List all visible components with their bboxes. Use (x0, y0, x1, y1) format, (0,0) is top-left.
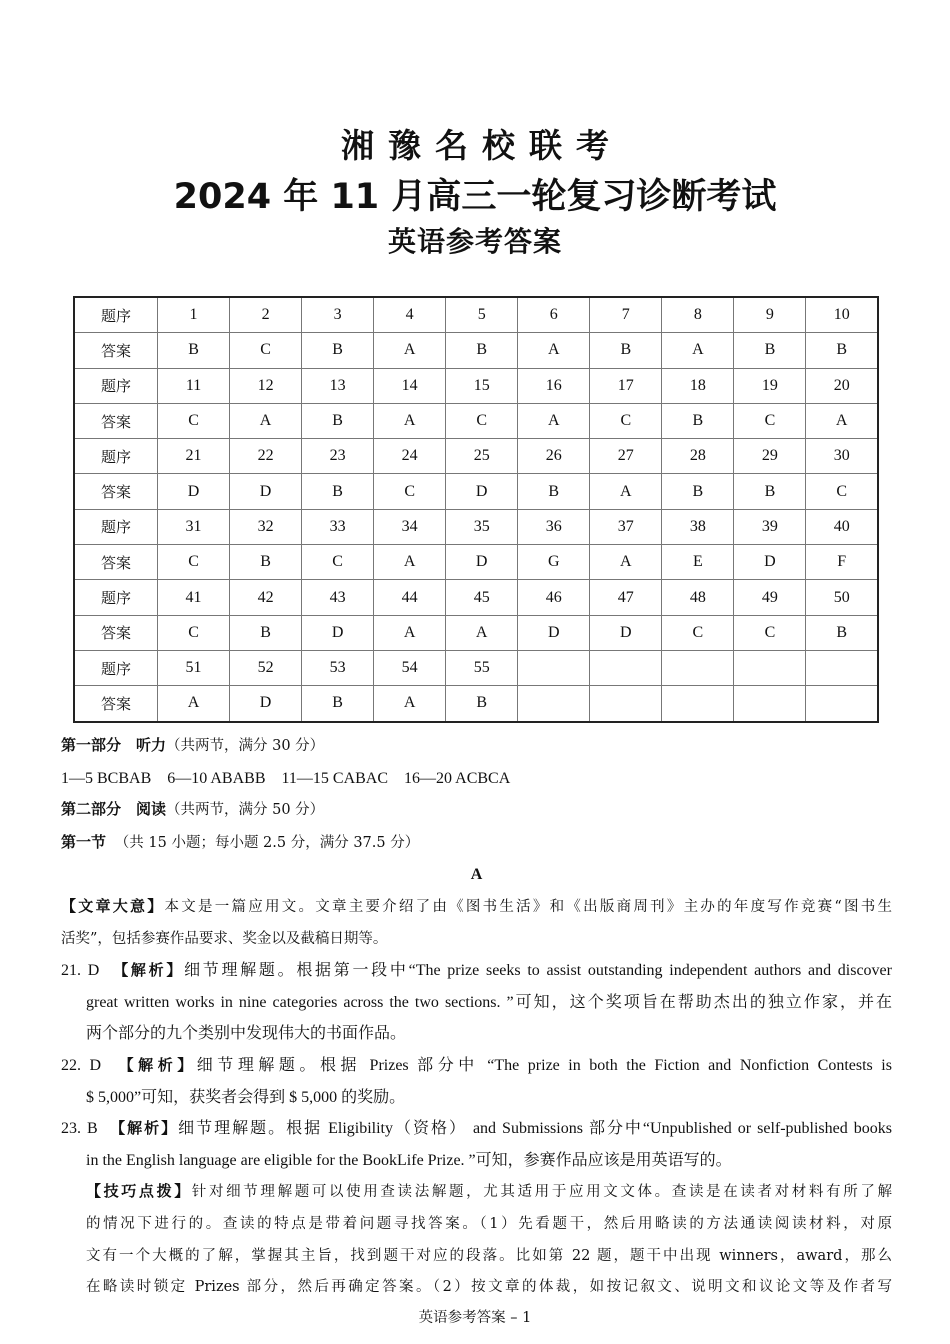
question-number-cell: 29 (734, 439, 806, 474)
answer-cell (734, 686, 806, 722)
q21-line-1: 21. D 【解析】细节理解题。根据第一段中“The prize seeks to assist outstanding independent authors and discover (61, 961, 892, 980)
answer-cell: A (230, 403, 302, 438)
answer-cell: A (518, 403, 590, 438)
row-label-number: 题序 (74, 650, 158, 685)
answer-cell: B (230, 615, 302, 650)
question-number-cell: 16 (518, 368, 590, 403)
answer-cell: B (302, 474, 374, 509)
question-number-cell: 40 (806, 509, 878, 544)
question-number-cell: 31 (158, 509, 230, 544)
answer-table (73, 296, 879, 723)
question-number-cell: 6 (518, 297, 590, 333)
question-number-cell: 12 (230, 368, 302, 403)
answer-cell: A (374, 615, 446, 650)
answer-cell: A (518, 333, 590, 368)
answer-cell: B (734, 333, 806, 368)
answer-cell: A (806, 403, 878, 438)
tips-line-3: 文有一个大概的了解，掌握其主旨，找到题干对应的段落。比如第 22 题，题干中出现 winners，award，那么 (86, 1247, 892, 1264)
question-number-row (74, 509, 878, 544)
question-number-cell: 54 (374, 650, 446, 685)
answer-cell: B (158, 333, 230, 368)
question-number-cell: 8 (662, 297, 734, 333)
answer-cell: A (374, 333, 446, 368)
q22-line-2: $ 5,000”可知，获奖者会得到 $ 5,000 的奖励。 (86, 1088, 406, 1106)
answer-cell: D (590, 615, 662, 650)
answer-cell (662, 686, 734, 722)
question-number-cell: 17 (590, 368, 662, 403)
row-label-number: 题序 (74, 439, 158, 474)
question-number-cell: 4 (374, 297, 446, 333)
question-number-cell: 27 (590, 439, 662, 474)
answer-cell: B (662, 403, 734, 438)
answer-cell (518, 686, 590, 722)
answer-row (74, 545, 878, 580)
answer-cell: D (158, 474, 230, 509)
question-number-cell: 36 (518, 509, 590, 544)
question-number-cell: 44 (374, 580, 446, 615)
answer-cell: B (518, 474, 590, 509)
answer-cell: C (734, 615, 806, 650)
row-label-number: 题序 (74, 297, 158, 333)
question-number-cell: 50 (806, 580, 878, 615)
q23-line-1: 23. B 【解析】细节理解题。根据 Eligibility（资格） and Submissions 部分中“Unpublished or self-published books (61, 1119, 892, 1138)
answer-cell: C (806, 474, 878, 509)
question-number-cell (518, 650, 590, 685)
row-label-number: 题序 (74, 509, 158, 544)
answer-cell: C (158, 403, 230, 438)
answer-row (74, 615, 878, 650)
row-label-number: 题序 (74, 580, 158, 615)
question-number-cell: 32 (230, 509, 302, 544)
answer-cell: A (374, 545, 446, 580)
answer-cell: D (230, 686, 302, 722)
explanations (61, 730, 892, 1304)
answer-cell: C (158, 615, 230, 650)
answer-cell: A (374, 403, 446, 438)
question-number-cell: 34 (374, 509, 446, 544)
row-label-answer: 答案 (74, 615, 158, 650)
q22-line-1: 22. D 【解析】细节理解题。根据 Prizes 部分中 “The prize in both the Fiction and Nonfiction Contests is (61, 1055, 892, 1074)
question-number-cell: 14 (374, 368, 446, 403)
org-title: 湘豫名校联考 (341, 126, 623, 165)
answer-row (74, 686, 878, 722)
answer-cell: D (302, 615, 374, 650)
question-number-cell: 49 (734, 580, 806, 615)
answer-cell: C (374, 474, 446, 509)
question-number-cell: 28 (662, 439, 734, 474)
answer-cell: C (734, 403, 806, 438)
question-number-cell: 13 (302, 368, 374, 403)
answer-cell: D (518, 615, 590, 650)
question-number-cell: 38 (662, 509, 734, 544)
answer-cell: A (662, 333, 734, 368)
question-number-cell: 42 (230, 580, 302, 615)
row-label-answer: 答案 (74, 333, 158, 368)
question-number-cell: 51 (158, 650, 230, 685)
question-number-cell: 30 (806, 439, 878, 474)
answer-cell: B (806, 333, 878, 368)
answer-cell: A (590, 545, 662, 580)
subject-title: 英语参考答案 (387, 225, 562, 258)
q23-line-2: in the English language are eligible for the BookLife Prize. ”可知，参赛作品应该是用英语写的。 (86, 1151, 732, 1169)
question-number-cell: 2 (230, 297, 302, 333)
answer-cell: B (302, 686, 374, 722)
page-footer: 英语参考答案 – 1 (418, 1310, 532, 1326)
answer-cell: D (734, 545, 806, 580)
answer-cell: B (590, 333, 662, 368)
question-number-cell: 5 (446, 297, 518, 333)
answer-row (74, 474, 878, 509)
question-number-cell: 3 (302, 297, 374, 333)
question-number-cell: 1 (158, 297, 230, 333)
answer-cell: B (230, 545, 302, 580)
question-number-cell: 55 (446, 650, 518, 685)
tips-line-1: 【技巧点拨】针对细节理解题可以使用查读法解题，尤其适用于应用文文体。查读是在读者对材料有所了解 (86, 1182, 892, 1201)
question-number-cell: 46 (518, 580, 590, 615)
summary-line-2: 活奖”，包括参赛作品要求、奖金以及截稿日期等。 (61, 930, 388, 947)
answer-cell: B (734, 474, 806, 509)
question-number-cell: 41 (158, 580, 230, 615)
question-number-cell: 10 (806, 297, 878, 333)
row-label-answer: 答案 (74, 403, 158, 438)
answer-cell: B (302, 333, 374, 368)
part1-answers: 1—5 BCBAB 6—10 ABABB 11—15 CABAC 16—20 ACBCA (61, 769, 511, 787)
answer-cell: C (590, 403, 662, 438)
row-label-answer: 答案 (74, 545, 158, 580)
answer-cell: B (446, 686, 518, 722)
question-number-cell: 52 (230, 650, 302, 685)
question-number-cell: 18 (662, 368, 734, 403)
question-number-cell: 35 (446, 509, 518, 544)
question-number-row (74, 580, 878, 615)
answer-cell: B (302, 403, 374, 438)
question-number-cell: 45 (446, 580, 518, 615)
answer-cell: D (446, 474, 518, 509)
summary-line-1: 【文章大意】本文是一篇应用文。文章主要介绍了由《图书生活》和《出版商周刊》主办的年度写作竞赛“图书生 (61, 896, 892, 915)
section1-heading: 第一节 （共 15 小题；每小题 2.5 分，满分 37.5 分） (61, 832, 420, 851)
question-number-cell (662, 650, 734, 685)
answer-cell: C (230, 333, 302, 368)
question-number-cell (734, 650, 806, 685)
row-label-answer: 答案 (74, 686, 158, 722)
question-number-cell: 43 (302, 580, 374, 615)
question-number-cell: 7 (590, 297, 662, 333)
answer-cell: C (158, 545, 230, 580)
q21-line-3: 两个部分的九个类别中发现伟大的书面作品。 (86, 1025, 407, 1043)
question-number-cell: 48 (662, 580, 734, 615)
part2-heading: 第二部分 阅读（共两节，满分 50 分） (61, 800, 325, 819)
answer-cell: B (662, 474, 734, 509)
q21-line-2: great written works in nine categories across the two sections. ”可知，这个奖项旨在帮助杰出的独立作家，并在 (86, 993, 892, 1011)
exam-title: 2024 年 11 月高三一轮复习诊断考试 (173, 177, 777, 217)
answer-cell: A (590, 474, 662, 509)
title-block (0, 122, 950, 262)
answer-cell: A (446, 615, 518, 650)
question-number-cell: 33 (302, 509, 374, 544)
row-label-number: 题序 (74, 368, 158, 403)
answer-row (74, 403, 878, 438)
question-number-cell: 11 (158, 368, 230, 403)
question-number-cell: 15 (446, 368, 518, 403)
answer-cell: B (806, 615, 878, 650)
answer-cell: A (374, 686, 446, 722)
question-number-row (74, 650, 878, 685)
question-number-cell: 23 (302, 439, 374, 474)
tips-line-4: 在略读时锁定 Prizes 部分，然后再确定答案。（2）按文章的体裁，如按记叙文、说明文和议论文等及作者写 (86, 1279, 892, 1296)
row-label-answer: 答案 (74, 474, 158, 509)
answer-cell: A (158, 686, 230, 722)
answer-row (74, 333, 878, 368)
question-number-cell (590, 650, 662, 685)
question-number-cell: 37 (590, 509, 662, 544)
part1-heading: 第一部分 听力（共两节，满分 30 分） (61, 736, 325, 754)
answer-cell: C (662, 615, 734, 650)
question-number-row (74, 297, 878, 333)
question-number-cell (806, 650, 878, 685)
answer-cell: E (662, 545, 734, 580)
answer-cell (590, 686, 662, 722)
question-number-cell: 19 (734, 368, 806, 403)
question-number-cell: 26 (518, 439, 590, 474)
question-number-cell: 47 (590, 580, 662, 615)
question-number-cell: 25 (446, 439, 518, 474)
question-number-row (74, 439, 878, 474)
answer-cell: B (446, 333, 518, 368)
question-number-cell: 39 (734, 509, 806, 544)
answer-cell: D (446, 545, 518, 580)
answer-cell: C (302, 545, 374, 580)
answer-cell: F (806, 545, 878, 580)
answer-cell (806, 686, 878, 722)
question-number-cell: 22 (230, 439, 302, 474)
question-number-cell: 9 (734, 297, 806, 333)
answer-cell: C (446, 403, 518, 438)
question-number-cell: 24 (374, 439, 446, 474)
question-number-cell: 20 (806, 368, 878, 403)
question-number-row (74, 368, 878, 403)
question-number-cell: 53 (302, 650, 374, 685)
passage-label: A (470, 866, 483, 884)
answer-cell: G (518, 545, 590, 580)
question-number-cell: 21 (158, 439, 230, 474)
tips-line-2: 的情况下进行的。查读的特点是带着问题寻找答案。（1）先看题干，然后用略读的方法通读阅读材料，对原 (86, 1215, 892, 1232)
answer-cell: D (230, 474, 302, 509)
